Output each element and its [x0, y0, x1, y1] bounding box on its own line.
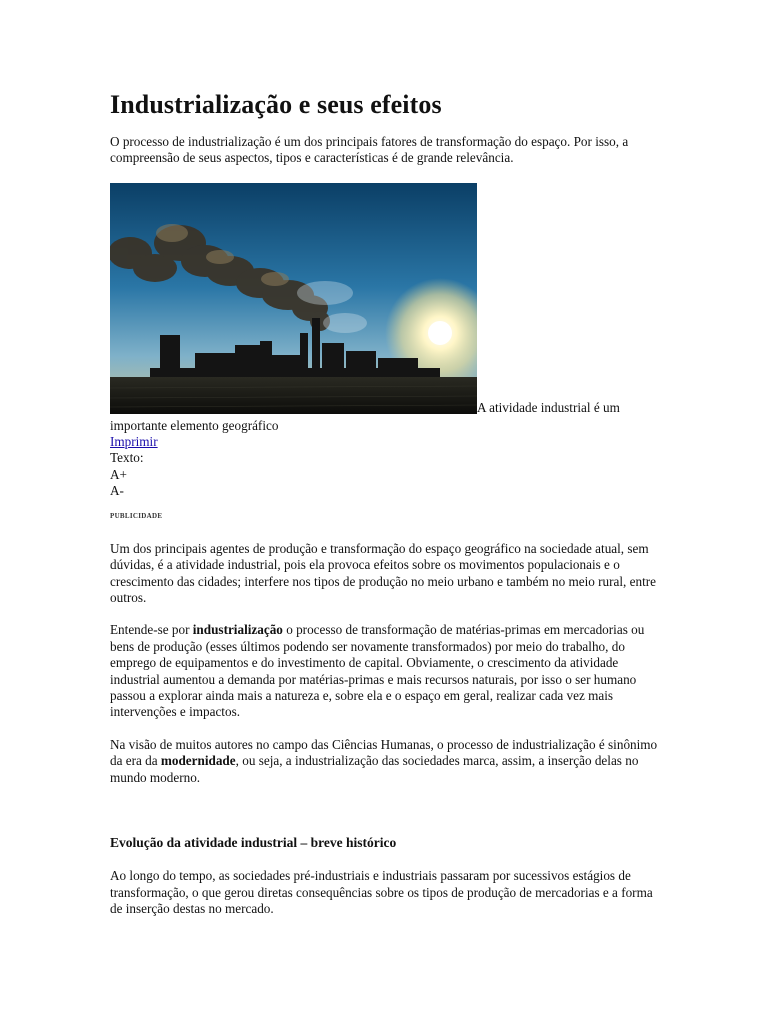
body-paragraph-3: [110, 737, 660, 786]
image-caption-line1: A atividade industrial é um: [477, 399, 620, 415]
paragraph-3-rest: , ou seja, a industrialização das sociedades marca, assim, a inserção delas no mundo moderno.: [110, 753, 639, 785]
font-increase-button[interactable]: A+: [110, 466, 127, 482]
advertisement-label: PUBLICIDADE: [110, 511, 163, 520]
industrializacao-term: industrialização: [192, 622, 283, 638]
modernidade-term: modernidade: [160, 753, 236, 769]
intro-paragraph: O processo de industrialização é um dos principais fatores de transformação do espaço. Por isso, a compreensão de seus aspectos, tipos e características é de grande relevância.: [110, 134, 629, 166]
section-heading: Evolução da atividade industrial – breve histórico: [110, 835, 397, 851]
page-title: Industrialização e seus efeitos: [110, 90, 442, 119]
image-caption-line2: importante elemento geográfico: [110, 417, 279, 433]
body-paragraph-2: [110, 622, 660, 720]
text-size-label: Texto:: [110, 450, 144, 466]
body-paragraph-1: Um dos principais agentes de produção e transformação do espaço geográfico na sociedade atual, sem dúvidas, é a atividade industrial, pois ela provoca efeitos sobre os movimentos populacionais e o crescimento das cidades; interfere nos tipos de produção no meio urbano e também no meio rural, entre outros.: [110, 540, 656, 606]
print-link[interactable]: Imprimir: [110, 433, 158, 449]
factory-photo: [110, 183, 477, 414]
figure: [110, 183, 660, 415]
paragraph-2-prefix: Entende-se por: [110, 622, 193, 638]
paragraph-3-prefix: Na visão de muitos autores no campo das Ciências Humanas, o processo de industrialização é sinônimo da era da: [110, 736, 658, 769]
paragraph-2-rest: o processo de transformação de matérias-primas em mercadorias ou bens de produção (esses últimos podendo ser novamente transformados) por meio do trabalho, do emprego de equipamentos e do investimento de capital. Obviamente, o crescimento da atividade industrial aumentou a demanda por matérias-primas e mais recursos naturais, por isso o ser humano passou a explorar ainda mais a natureza e, sobre ela e o espaço em geral, realizar cada vez mais intervenções e impactos.: [110, 622, 645, 720]
article: [110, 88, 660, 917]
font-decrease-button[interactable]: A-: [110, 483, 124, 499]
article-tools: [110, 434, 660, 500]
body-paragraph-4: Ao longo do tempo, as sociedades pré-industriais e industriais passaram por sucessivos estágios de transformação, o que gerou diretas consequências sobre os tipos de produção de mercadorias e a forma de inserção destas no mercado.: [110, 868, 653, 916]
